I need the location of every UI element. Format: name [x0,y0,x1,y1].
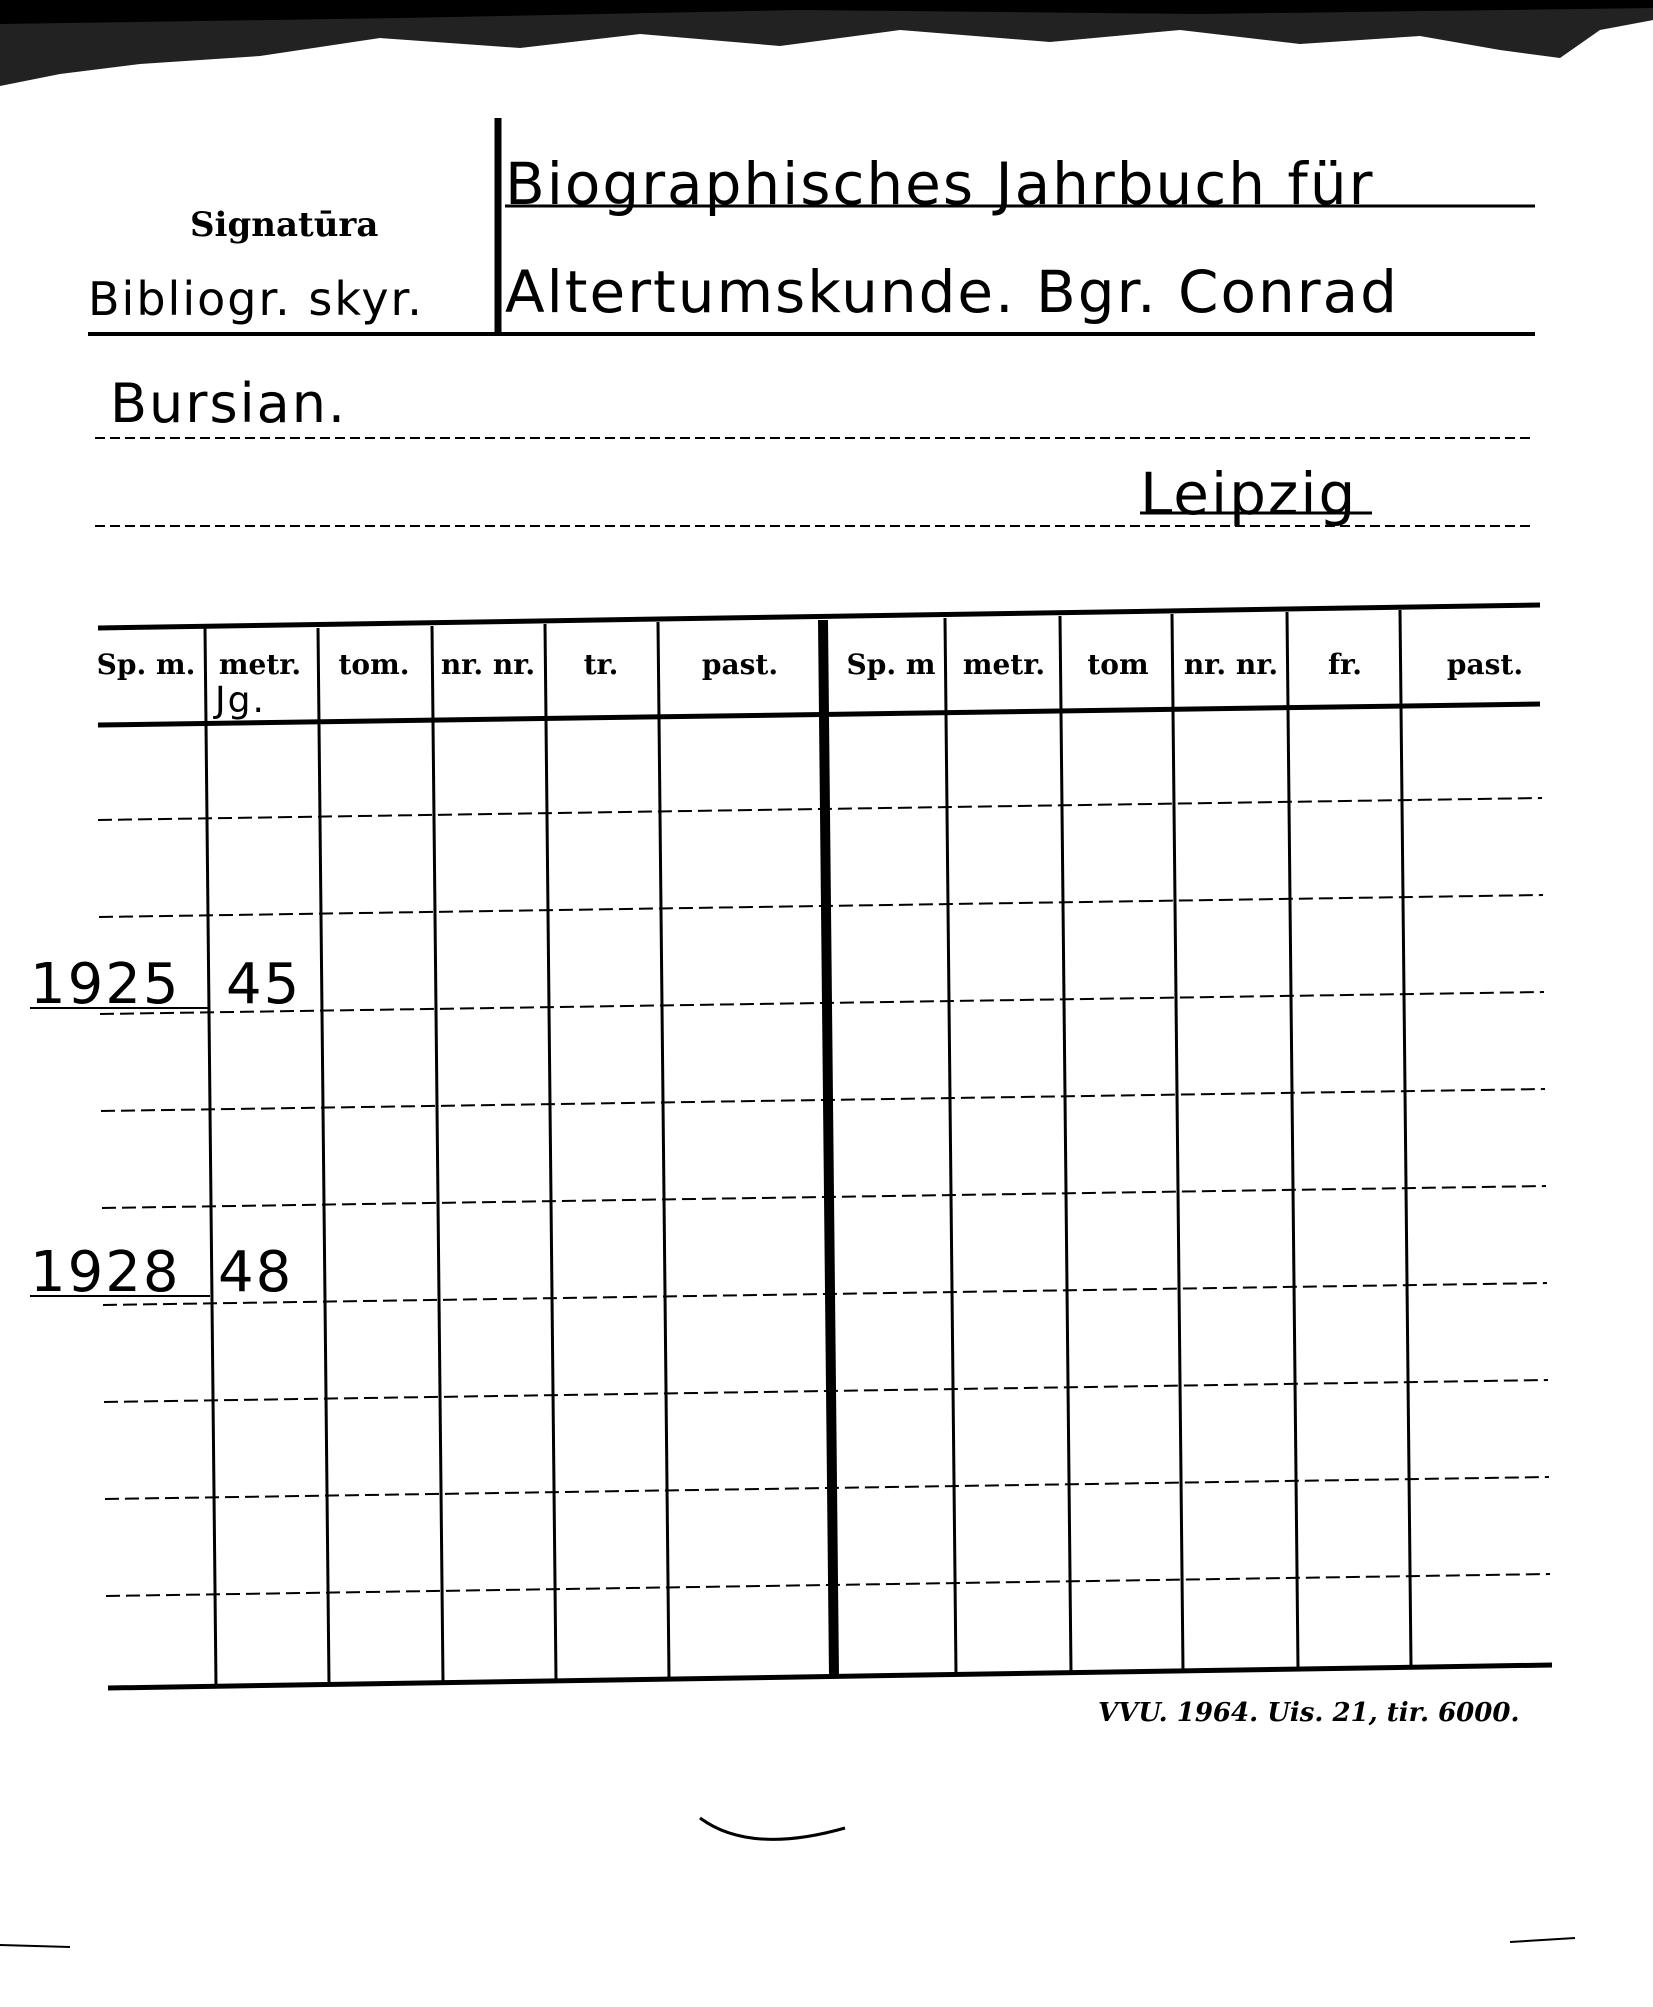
signature-value: Bibliogr. skyr. [88,272,424,326]
header-tom-right: tom [1087,648,1149,681]
header-past-right: past. [1446,648,1524,681]
header-tr-left: tr. [583,648,619,681]
header-sp-m-right: Sp. m [846,648,936,681]
row-1925-metr: 45 [226,952,302,1017]
header-metr-right: metr. [962,648,1046,681]
place: Leipzig [1140,460,1358,528]
title-line-1: Biographisches Jahrbuch für [505,150,1375,218]
signature-label: Signatūra [190,205,379,245]
header-metr-left: metr. [218,648,302,681]
row-1928-metr: 48 [218,1240,294,1305]
header-past-left: past. [701,648,779,681]
header-tom-left: tom. [338,648,410,681]
printer-mark: VVU. 1964. Uis. 21, tir. 6000. [1098,1698,1520,1728]
header-nrnr-right: nr. nr. [1183,648,1279,681]
title-line-3: Bursian. [110,372,348,435]
header-sp-m-left: Sp. m. [96,648,196,681]
header-fr-right: fr. [1328,648,1362,681]
metr-note: Jg. [215,680,266,721]
row-1925-year: 1925 [30,952,181,1017]
header-nrnr-left: nr. nr. [440,648,536,681]
row-1928-year: 1928 [30,1240,181,1305]
title-line-2: Altertumskunde. Bgr. Conrad [505,258,1399,326]
